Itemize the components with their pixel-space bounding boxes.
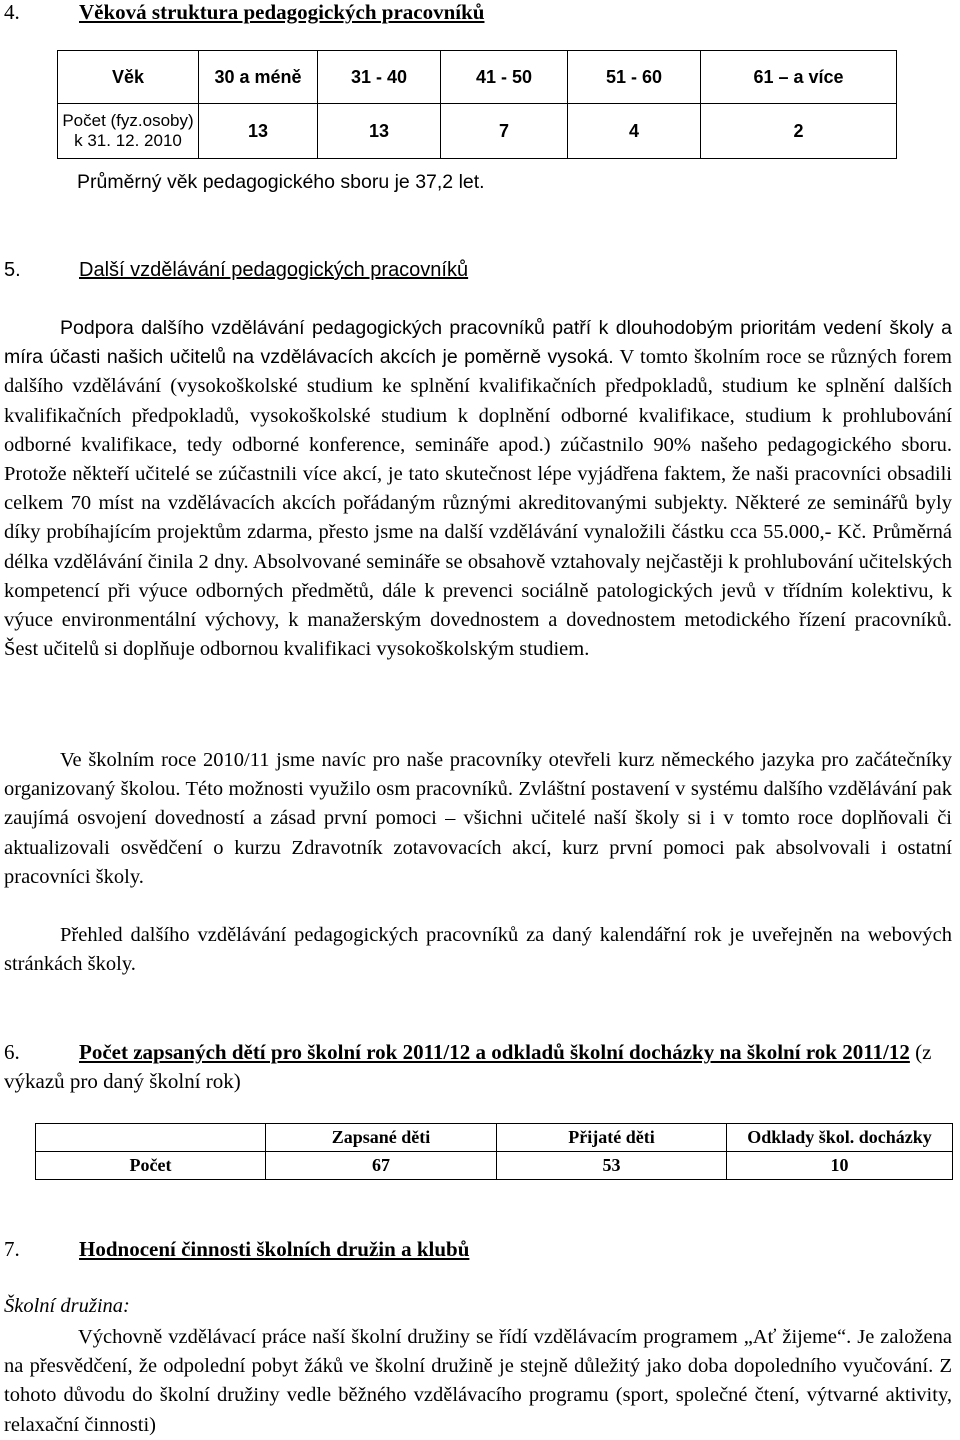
table-header-cell: Odklady škol. docházky — [727, 1124, 953, 1152]
section-5-paragraph-3: Přehled dalšího vzdělávání pedagogických pracovníků za daný kalendářní rok je uveřejněn na webových stránkách školy. — [4, 924, 952, 976]
table-cell: 7 — [441, 104, 568, 159]
table-header-cell — [36, 1124, 266, 1152]
section-number: 7. — [4, 1237, 20, 1261]
age-structure-table — [57, 50, 897, 159]
table-cell: 13 — [318, 104, 441, 159]
count-label-line: Počet (fyz.osoby) — [62, 111, 194, 130]
count-label-line: k 31. 12. 2010 — [74, 131, 182, 150]
table-row — [36, 1124, 953, 1152]
average-age-text: Průměrný věk pedagogického sboru je 37,2 let. — [77, 171, 485, 193]
section-number: 5. — [4, 259, 21, 281]
table-header-cell: 31 - 40 — [318, 51, 441, 104]
section-number: 6. — [4, 1040, 20, 1064]
table-header-cell: 30 a méně — [199, 51, 318, 104]
section-7-heading — [4, 1237, 469, 1262]
section-5-heading — [4, 259, 468, 282]
table-cell: 2 — [701, 104, 897, 159]
section-4-heading — [4, 0, 484, 25]
table-header-cell: Přijaté děti — [497, 1124, 727, 1152]
table-header-cell: Věk — [58, 51, 199, 104]
subheading-school-club: Školní družina: — [4, 1295, 130, 1317]
paragraph-text: Podpora dalšího vzdělávání pedagogických pracovníků patří k dlouhodobým prioritám vedení školy a míra účasti našich učitelů na vzdělávacích akcích je poměrně vysoká. — [4, 317, 952, 369]
section-title: Věková struktura pedagogických pracovníků — [79, 0, 485, 24]
section-5-paragraph-2: Ve školním roce 2010/11 jsme navíc pro naše pracovníky otevřeli kurz německého jazyka pro začátečníky organizovaný školou. Této možnosti využilo osm pracovníků. Zvláštní postavení v systému dalšího vzdělávání pak zaujímá osvojení dovedností a zásad první pomoci – všichni učitelé naší školy si i v tomto roce doplňovali či aktualizovali osvědčení o kurzu Zdravotník zotavovacích akcí, kurz první pomoci pak absolvovali i ostatní pracovníci školy. — [4, 749, 952, 888]
paragraph-text: V tomto školním roce se různých forem dalšího vzdělávání (vysokoškolské studium ke splnění kvalifikačních předpokladů, studium ke splnění dalších kvalifikačních předpokladů, vysokoškolské studium k doplnění odborné kvalifikace, studium k prohlubování odborné kvalifikace, tedy odborné konference, semináře apod.) zúčastnilo 90% našeho pedagogického sboru. Protože někteří učitelé se zúčastnili více akcí, je tato skutečnost lépe vyjádřena faktem, že naši pracovníci obsadili celkem 70 míst na vzdělávacích akcích pořádaným různými akreditovanými subjekty. Některé ze seminářů byly díky probíhajícím projektům zdarma, přesto jsme na další vzdělávání vynaložili částku cca 55.000,- Kč. Průměrná délka vzdělávání činila 2 dny. Absolvované semináře se obsahově vztahovaly nejčastěji k prohlubování učitelských kompetencí při výuce odborných předmětů, dále k prevenci sociálně patologických jevů v třídním kolektivu, k výuce environmentální výchovy, k manažerským dovednostem a dovednostem metodického řízení pracovníků. Šest učitelů si doplňuje odbornou kvalifikaci vysokoškolským studiem. — [4, 346, 952, 661]
table-cell: 4 — [568, 104, 701, 159]
count-label-cell — [58, 104, 199, 159]
table-header-cell: 61 – a více — [701, 51, 897, 104]
row-label-cell: Počet — [36, 1152, 266, 1180]
table-cell: 67 — [266, 1152, 497, 1180]
section-title-suffix: (z výkazů pro daný školní rok) — [4, 1040, 932, 1093]
section-7-paragraph: Výchovně vzdělávací práce naší školní družiny se řídí vzdělávacím programem „Ať žijeme“. Je založena na přesvědčení, že odpolední pobyt žáků ve školní družině je stejně důležitý jako doba dopoledního vyučování. Z tohoto důvodu do školní družiny vedle běžného vzdělávacího programu (sport, společné čtení, výtvarné aktivity, relaxační činnosti) — [4, 1326, 952, 1436]
table-row — [36, 1152, 953, 1180]
table-cell: 10 — [727, 1152, 953, 1180]
section-6-heading — [4, 1038, 952, 1096]
table-row — [58, 104, 897, 159]
section-title: Další vzdělávání pedagogických pracovníků — [79, 259, 469, 281]
table-row — [58, 51, 897, 104]
table-header-cell: 41 - 50 — [441, 51, 568, 104]
table-cell: 53 — [497, 1152, 727, 1180]
table-header-cell: 51 - 60 — [568, 51, 701, 104]
enrollment-table — [35, 1123, 953, 1180]
section-5-paragraph — [4, 314, 952, 664]
table-header-cell: Zapsané děti — [266, 1124, 497, 1152]
table-cell: 13 — [199, 104, 318, 159]
section-title: Hodnocení činnosti školních družin a klubů — [79, 1237, 470, 1261]
section-number: 4. — [4, 0, 20, 24]
section-title: Počet zapsaných dětí pro školní rok 2011/12 a odkladů školní docházky na školní rok 2011/12 — [79, 1040, 910, 1064]
